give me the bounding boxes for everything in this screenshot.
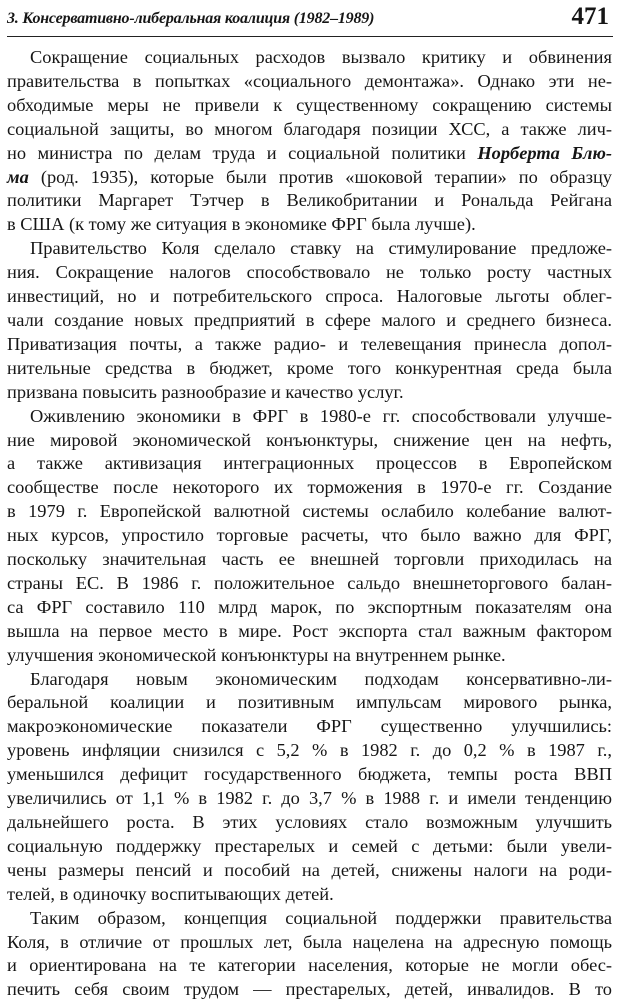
paragraph bbox=[7, 668, 612, 907]
text-line: дальнейшего роста. В этих условиях стало возможным улучшить bbox=[7, 812, 612, 832]
text-line: социальной защиты, во многом благодаря позиции ХСС, а также лич- bbox=[7, 118, 612, 139]
text-line: макроэкономические показатели ФРГ существенно улучшились: bbox=[7, 716, 612, 737]
page-number: 471 bbox=[571, 3, 609, 30]
text-line: ние мировой экономической конъюнктуры, снижение цен на нефть, bbox=[7, 429, 612, 450]
body-text bbox=[7, 46, 612, 1002]
text-line: Сокращение социальных расходов вызвало критику и обвинения bbox=[30, 47, 612, 67]
text-line: а также активизация интеграционных процессов в Европейском bbox=[7, 453, 612, 474]
text-line: Приватизация почты, а также радио- и телевещания принесла допол- bbox=[7, 333, 612, 354]
text-line: в 1979 г. Европейской валютной системы ослабило колебание валют- bbox=[7, 501, 612, 522]
text-line: Коля, в отличие от прошлых лет, была нацелена на адресную помощь bbox=[7, 931, 612, 952]
paragraph bbox=[7, 237, 612, 404]
person-name: Норберта Блю- bbox=[477, 142, 612, 163]
running-head bbox=[7, 2, 613, 37]
text-line: призвана повысить разнообразие и качество услуг. bbox=[7, 381, 404, 402]
text-line: ных курсов, упростило торговые расчеты, что было важно для ФРГ, bbox=[7, 525, 612, 546]
text-line: Таким образом, концепция социальной поддержки правительства bbox=[30, 907, 612, 928]
text-line: нительные средства в бюджет, кроме того конкурентная среда была bbox=[7, 357, 612, 378]
text-line: и ориентирована на те категории населения, которые не могли обес- bbox=[7, 955, 612, 976]
text-line: Правительство Коля сделало ставку на стимулирование предложе- bbox=[30, 238, 612, 259]
text-line: правительства в попытках «социального демонтажа». Однако эти не- bbox=[7, 70, 612, 91]
text-line: печить себя своим трудом — престарелых, детей, инвалидов. В то bbox=[7, 979, 612, 1000]
text-line: чены размеры пенсий и пособий на детей, снижены налоги на роди- bbox=[7, 859, 612, 880]
text-line: ния. Сокращение налогов способствовало не только росту частных bbox=[7, 262, 612, 283]
text-line: ма (род. 1935), которые были против «шоковой терапии» по образцу bbox=[7, 166, 612, 187]
text-line: уменьшился дефицит государственного бюджета, темпы роста ВВП bbox=[7, 764, 612, 785]
text-line: беральной коалиции и позитивным импульсам мирового рынка, bbox=[7, 692, 612, 713]
text-line: но министра по делам труда и социальной политики Норберта Блю- bbox=[7, 142, 612, 163]
text-line: обходимые меры не привели к существенному сокращению системы bbox=[7, 94, 612, 115]
section-title: 3. Консервативно-либеральная коалиция (1982–1989) bbox=[7, 10, 375, 27]
text-line: поскольку значительная часть ее внешней торговли приходилась на bbox=[7, 549, 612, 570]
text-line: чали создание новых предприятий в сфере малого и среднего бизнеса. bbox=[7, 309, 612, 330]
text-line: политики Маргарет Тэтчер в Великобритании и Рональда Рейгана bbox=[7, 190, 612, 211]
text-line: уровень инфляции снизился с 5,2 % в 1982 г. до 0,2 % в 1987 г., bbox=[7, 740, 612, 761]
text-line: социальную поддержку престарелых и семей с детьми: были увели- bbox=[7, 835, 612, 856]
text-line: в США (к тому же ситуация в экономике ФРГ была лучше). bbox=[7, 214, 476, 235]
text-line: Благодаря новым экономическим подходам консервативно-ли- bbox=[30, 668, 612, 689]
paragraph bbox=[7, 907, 612, 1002]
person-name: ма bbox=[7, 166, 29, 187]
text-line: инвестиций, но и потребительского спроса. Налоговые льготы облег- bbox=[7, 286, 612, 307]
text-line: са ФРГ составило 110 млрд марок, по экспортным показателям она bbox=[7, 596, 612, 617]
paragraph bbox=[7, 46, 612, 237]
text-line: увеличились от 1,1 % в 1982 г. до 3,7 % в 1988 г. и имели тенденцию bbox=[7, 788, 612, 809]
text-line: телей, в одиночку воспитывающих детей. bbox=[7, 883, 334, 904]
text-line: страны ЕС. В 1986 г. положительное сальдо внешнеторгового балан- bbox=[7, 572, 612, 593]
text-line: Оживлению экономики в ФРГ в 1980-е гг. способствовали улучше- bbox=[30, 405, 612, 426]
text-line: сообществе после некоторого их торможения в 1970-е гг. Создание bbox=[7, 477, 612, 498]
paragraph bbox=[7, 405, 612, 668]
text-line: вышла на первое место в мире. Рост экспорта стал важным фактором bbox=[7, 620, 612, 641]
text-line: улучшения экономической конъюнктуры на внутреннем рынке. bbox=[7, 644, 506, 665]
